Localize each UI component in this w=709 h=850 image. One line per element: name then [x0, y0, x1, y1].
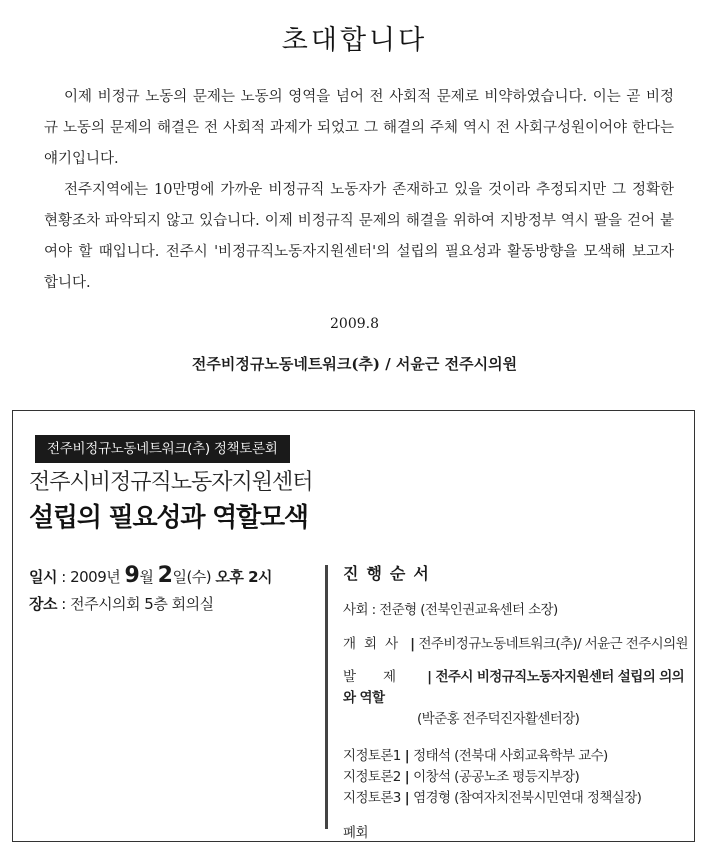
day-unit: 일(수) [172, 568, 212, 586]
discussion-separator: | [404, 748, 410, 764]
discussion-affiliation: (전북대 사회교육학부 교수) [454, 748, 608, 764]
poster-subtitle: 전주시비정규직노동자지원센터 [29, 470, 313, 495]
event-day: 2 [157, 563, 173, 588]
discussion-separator: | [404, 769, 410, 785]
greeting-label: 개회사 [343, 636, 407, 652]
presentation-title: 전주시 비정규직노동자지원센터 설립의 의의와 역할 [343, 669, 685, 706]
greeting-value: 전주비정규노동네트워크(추)/ 서윤근 전주시의원 [418, 636, 688, 652]
program-closing: 폐회 [343, 825, 368, 841]
event-datetime [29, 563, 272, 588]
greeting-separator: | [410, 636, 415, 652]
discussion-label: 지정토론3 [343, 790, 401, 806]
event-year: : 2009년 [61, 568, 121, 586]
discussion-name: 염경형 [413, 790, 451, 806]
letter-paragraph-2: 전주지역에는 10만명에 가까운 비정규직 노동자가 존재하고 있을 것이라 추정되지만 그 정확한 현황조차 파악되지 않고 있습니다. 이제 비정규직 문제의 해결을 위하여 지방정부 역시 팔을 걷어 붙여야 할 때입니다. 전주시 '비정규직노동자지원센터'의 설립의 필요성과 활동방향을 모색해 보고자 합니다. [44, 182, 674, 291]
program-heading: 진행순서 [343, 564, 437, 583]
event-poster [12, 410, 695, 842]
datetime-label: 일시 [29, 568, 57, 586]
program-presentation [343, 667, 693, 730]
discussion-list [343, 746, 693, 809]
program-greeting [343, 634, 693, 655]
venue-label: 장소 [29, 595, 57, 613]
venue-value: : 전주시의회 5층 회의실 [61, 595, 214, 613]
discussion-item [343, 788, 693, 809]
letter-signature: 전주비정규노동네트워크(추) / 서윤근 전주시의원 [191, 355, 518, 373]
discussion-name: 정태석 [413, 748, 451, 764]
discussion-affiliation: (참여자치전북시민연대 정책실장) [454, 790, 642, 806]
event-tag: 전주비정규노동네트워크(추) 정책토론회 [35, 435, 290, 463]
discussion-label: 지정토론1 [343, 748, 401, 764]
month-unit: 월 [139, 568, 154, 586]
section-divider [325, 565, 328, 829]
discussion-item [343, 767, 693, 788]
discussion-separator: | [404, 790, 410, 806]
presentation-speaker: (박준홍 전주덕진자활센터장) [417, 711, 580, 727]
event-time: 오후 2시 [215, 568, 273, 586]
discussion-name: 이창석 [413, 769, 451, 785]
event-month: 9 [124, 563, 140, 588]
discussion-label: 지정토론2 [343, 769, 401, 785]
program-host: 사회 : 전준형 (전북인권교육센터 소장) [343, 602, 558, 618]
event-venue [29, 593, 214, 614]
poster-title: 설립의 필요성과 역할모색 [29, 503, 308, 533]
presentation-label: 발제 [343, 669, 424, 685]
letter-date: 2009.8 [330, 316, 379, 332]
presentation-separator: | [427, 669, 432, 685]
invitation-title: 초대합니다 [281, 25, 428, 56]
program-schedule [343, 561, 693, 844]
discussion-affiliation: (공공노조 평등지부장) [454, 769, 580, 785]
letter-paragraph-1: 이제 비정규 노동의 문제는 노동의 영역을 넘어 전 사회적 문제로 비약하였습니다. 이는 곧 비정규 노동의 문제의 해결은 전 사회적 과제가 되었고 그 해결의 주체 역시 전 사회구성원이어야 한다는 얘기입니다. [44, 89, 674, 167]
discussion-item [343, 746, 693, 767]
